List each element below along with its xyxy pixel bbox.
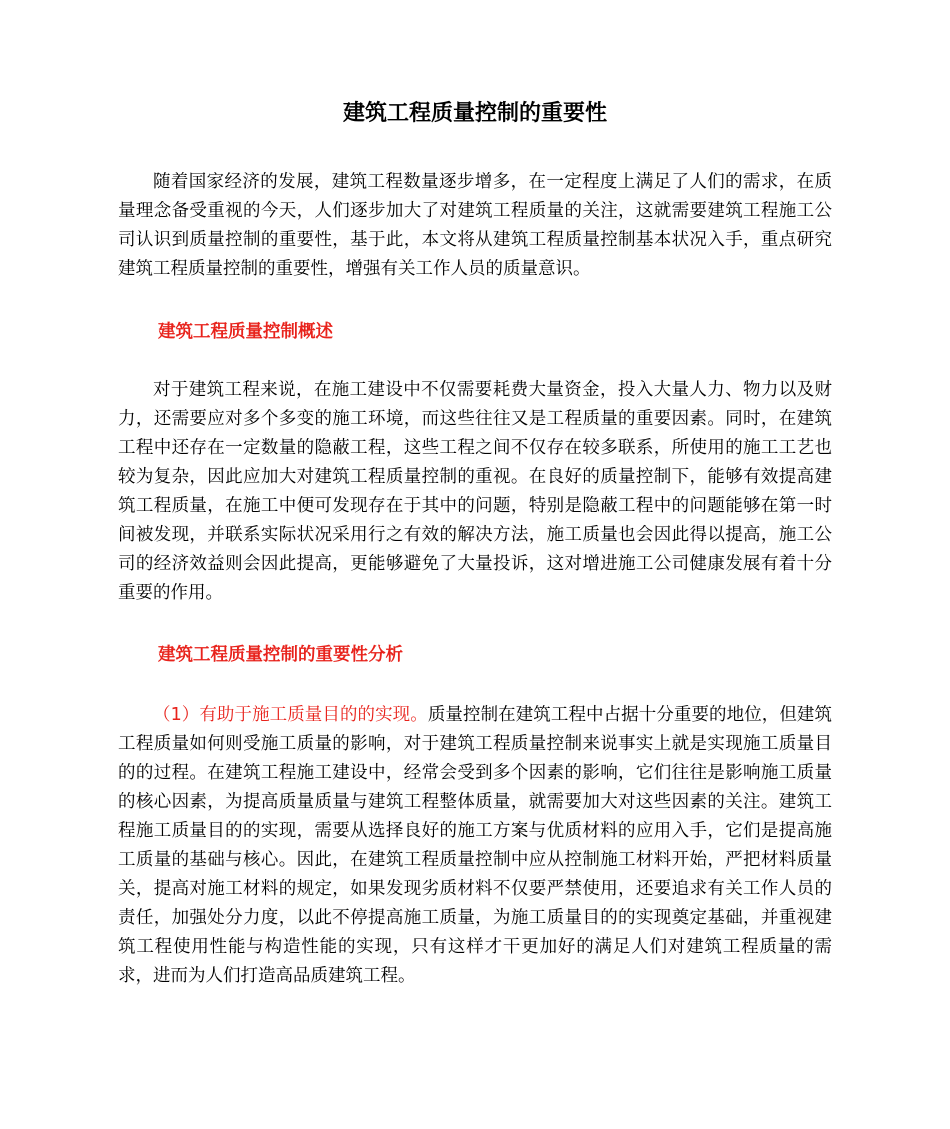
point1-body: 质量控制在建筑工程中占据十分重要的地位，但建筑工程质量如何则受施工质量的影响，对于建筑工程质量控制来说事实上就是实现施工质量目的的过程。在建筑工程施工建设中，经常会受到多个因素的影响，它们往往是影响施工质量的核心因素，为提高质量质量与建筑工程整体质量，就需要加大对这些因素的关注。建筑工程施工质量目的的实现，需要从选择良好的施工方案与优质材料的应用入手，它们是提高施工质量的基础与核心。因此，在建筑工程质量控制中应从控制施工材料开始，严把材料质量关，提高对施工材料的规定，如果发现劣质材料不仅要严禁使用，还要追求有关工作人员的责任，加强处分力度，以此不停提高施工质量，为施工质量目的的实现奠定基础，并重视建筑工程使用性能与构造性能的实现，只有这样才干更加好的满足人们对建筑工程质量的需求，进而为人们打造高品质建筑工程。 — [118, 705, 832, 986]
document-title: 建筑工程质量控制的重要性 — [342, 101, 607, 126]
point1-paragraph — [118, 701, 832, 991]
intro-paragraph: 随着国家经济的发展，建筑工程数量逐步增多，在一定程度上满足了人们的需求，在质量理念备受重视的今天，人们逐步加大了对建筑工程质量的关注，这就需要建筑工程施工公司认识到质量控制的重要性，基于此，本文将从建筑工程质量控制基本状况入手，重点研究建筑工程质量控制的重要性，增强有关工作人员的质量意识。 — [118, 172, 832, 279]
point1-label: （1）有助于施工质量目的的实现。 — [153, 705, 428, 725]
section-heading-importance: 建筑工程质量控制的重要性分析 — [158, 645, 403, 665]
section-heading-overview: 建筑工程质量控制概述 — [158, 322, 333, 342]
overview-paragraph: 对于建筑工程来说，在施工建设中不仅需要耗费大量资金，投入大量人力、物力以及财力，还需要应对多个多变的施工环境，而这些往往又是工程质量的重要因素。同时，在建筑工程中还存在一定数量的隐蔽工程，这些工程之间不仅存在较多联系，所使用的施工工艺也较为复杂，因此应加大对建筑工程质量控制的重视。在良好的质量控制下，能够有效提高建筑工程质量，在施工中便可发现存在于其中的问题，特别是隐蔽工程中的问题能够在第一时间被发现，并联系实际状况采用行之有效的解决方法，施工质量也会因此得以提高，施工公司的经济效益则会因此提高，更能够避免了大量投诉，这对增进施工公司健康发展有着十分重要的作用。 — [118, 380, 832, 603]
